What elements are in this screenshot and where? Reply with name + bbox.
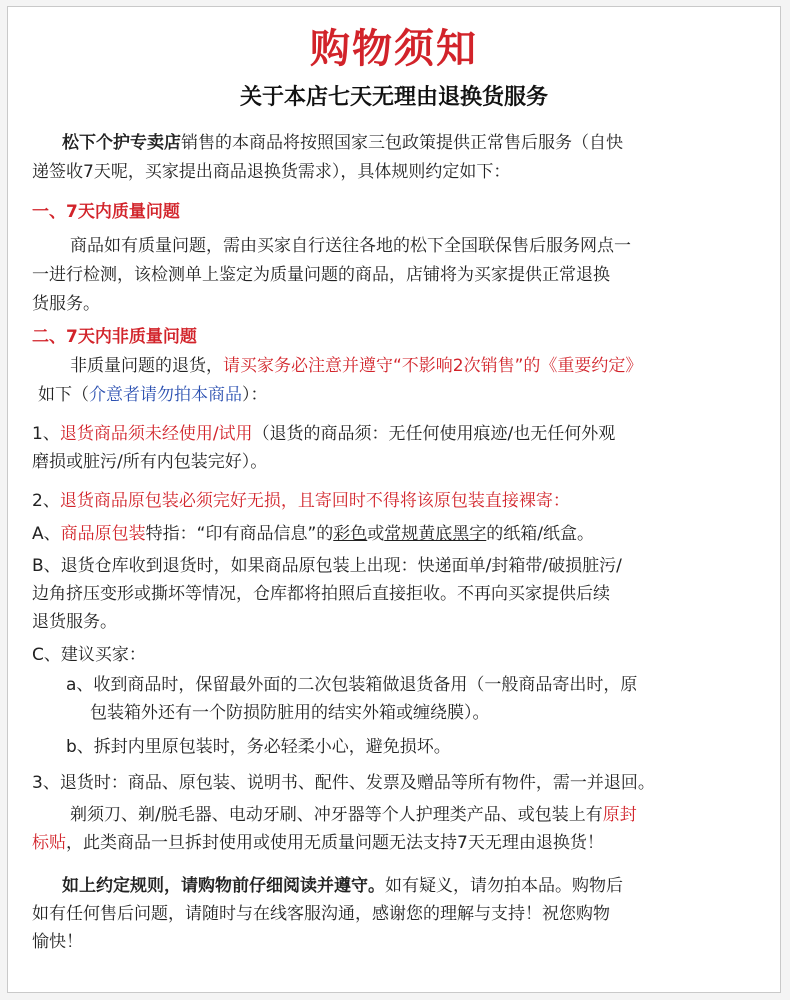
section1-line-2: 一进行检测，该检测单上鉴定为质量问题的商品，店铺将为买家提供正常退换: [32, 265, 610, 285]
closing-line-2: 如有任何售后问题，请随时与在线客服沟通，感谢您的理解与支持！祝您购物: [32, 904, 610, 924]
section1-line-3: 货服务。: [32, 294, 100, 314]
store-name: 松下个护专卖店: [62, 133, 181, 153]
itemB-line-1: B、退货仓库收到退货时，如果商品原包装上出现：快递面单/封箱带/破损脏污/: [32, 556, 622, 576]
itemC-line: C、建议买家：: [32, 645, 146, 665]
section2-heading: 二、7天内非质量问题: [32, 327, 197, 347]
section2-para-1: 非质量问题的退货，请买家务必注意并遵守“不影响2次销售”的《重要约定》: [70, 356, 643, 376]
section2-para-2: 如下（介意者请勿拍本商品）：: [38, 385, 268, 405]
itemA-line: A、商品原包装特指：“印有商品信息”的彩色或常规黄底黑字的纸箱/纸盒。: [32, 524, 594, 544]
section1-line-1: 商品如有质量问题，需由买家自行送往各地的松下全国联保售后服务网点一: [70, 236, 631, 256]
itemB-line-2: 边角挤压变形或撕坏等情况，仓库都将拍照后直接拒收。不再向买家提供后续: [32, 584, 610, 604]
notice-card: [7, 6, 781, 993]
itemC-a-line-1: a、收到商品时，保留最外面的二次包装箱做退货备用（一般商品寄出时，原: [66, 675, 638, 695]
item3-line-1: 3、退货时：商品、原包装、说明书、配件、发票及赠品等所有物件，需一并退回。: [32, 773, 655, 793]
intro-line-1: 松下个护专卖店销售的本商品将按照国家三包政策提供正常售后服务（自快: [62, 133, 623, 153]
section1-heading: 一、7天内质量问题: [32, 202, 180, 222]
itemB-line-3: 退货服务。: [32, 612, 117, 632]
itemC-b-line: b、拆封内里原包装时，务必轻柔小心，避免损坏。: [66, 737, 451, 757]
intro-line-2: 递签收7天呢，买家提出商品退换货需求），具体规则约定如下：: [32, 162, 511, 182]
item3-line-3: 标贴，此类商品一旦拆封使用或使用无质量问题无法支持7天无理由退换货！: [32, 833, 604, 853]
closing-line-3: 愉快！: [32, 932, 83, 952]
itemC-a-line-2: 包装箱外还有一个防损防脏用的结实外箱或缠绕膜）。: [90, 703, 490, 723]
item2-line: 2、退货商品原包装必须完好无损，且寄回时不得将该原包装直接裸寄：: [32, 491, 570, 511]
page-subtitle: 关于本店七天无理由退换货服务: [239, 85, 548, 110]
closing-line-1: 如上约定规则，请购物前仔细阅读并遵守。如有疑义，请勿拍本品。购物后: [62, 876, 623, 896]
item1-line-1: 1、退货商品须未经使用/试用（退货的商品须：无任何使用痕迹/也无任何外观: [32, 424, 616, 444]
item3-line-2: 剃须刀、剃/脱毛器、电动牙刷、冲牙器等个人护理类产品、或包装上有原封: [70, 805, 637, 825]
item1-line-2: 磨损或脏污/所有内包装完好）。: [32, 452, 268, 472]
page-title: 购物须知: [310, 26, 478, 72]
